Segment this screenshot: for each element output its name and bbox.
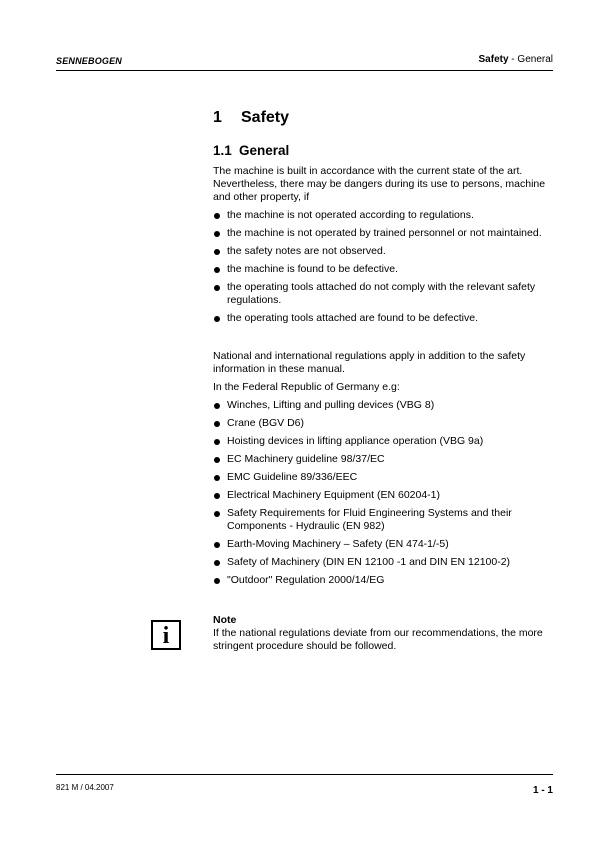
list-item: Crane (BGV D6) xyxy=(213,417,558,430)
note-block xyxy=(213,614,558,653)
list-item: Safety Requirements for Fluid Engineering Systems and their Components - Hydraulic (EN 982) xyxy=(213,507,558,533)
germany-intro: In the Federal Republic of Germany e.g: xyxy=(213,381,400,393)
note-title: Note xyxy=(213,614,237,626)
list-item: "Outdoor" Regulation 2000/14/EG xyxy=(213,574,558,587)
list-item: EMC Guideline 89/336/EEC xyxy=(213,471,558,484)
list-item: the machine is not operated by trained personnel or not maintained. xyxy=(213,227,558,240)
regulations-block xyxy=(213,350,558,587)
sennebogen-logo: SENNEBOGEN xyxy=(56,56,123,66)
regulations-intro: National and international regulations apply in addition to the safety information in these manual. xyxy=(213,350,526,375)
list-item: the operating tools attached do not comply with the relevant safety regulations. xyxy=(213,281,558,307)
list-item: Hoisting devices in lifting appliance operation (VBG 9a) xyxy=(213,435,558,448)
section-number: 1.1 xyxy=(213,143,232,158)
chapter-heading xyxy=(213,109,289,127)
header-rule xyxy=(56,70,553,71)
list-item: EC Machinery guideline 98/37/EC xyxy=(213,453,558,466)
section-heading xyxy=(213,143,289,158)
chapter-number: 1 xyxy=(213,109,222,126)
list-item: Safety of Machinery (DIN EN 12100 -1 and DIN EN 12100-2) xyxy=(213,556,558,569)
list-item: the machine is found to be defective. xyxy=(213,263,558,276)
footer-rule xyxy=(56,774,553,775)
chapter-title: Safety xyxy=(241,109,290,126)
regulations-list xyxy=(213,399,558,587)
list-item: the safety notes are not observed. xyxy=(213,245,558,258)
running-header-subsection: - General xyxy=(508,54,553,65)
running-header-section: Safety xyxy=(478,54,509,65)
list-item: the machine is not operated according to regulations. xyxy=(213,209,558,222)
running-header xyxy=(479,54,553,65)
list-item: Winches, Lifting and pulling devices (VBG 8) xyxy=(213,399,558,412)
info-icon: i xyxy=(151,620,181,650)
conditions-list xyxy=(213,209,558,325)
list-item: Earth-Moving Machinery – Safety (EN 474-1/-5) xyxy=(213,538,558,551)
intro-paragraph: The machine is built in accordance with the current state of the art. Nevertheless, there may be dangers during its use to persons, machine and other property, if xyxy=(213,165,546,203)
list-item: Electrical Machinery Equipment (EN 60204-1) xyxy=(213,489,558,502)
note-text: If the national regulations deviate from our recommendations, the more stringent procedure should be followed. xyxy=(213,627,543,652)
list-item: the operating tools attached are found to be defective. xyxy=(213,312,558,325)
document-id: 821 M / 04.2007 xyxy=(56,783,114,792)
page-number: 1 - 1 xyxy=(532,785,553,796)
intro-block xyxy=(213,165,558,325)
section-title: General xyxy=(239,143,290,158)
